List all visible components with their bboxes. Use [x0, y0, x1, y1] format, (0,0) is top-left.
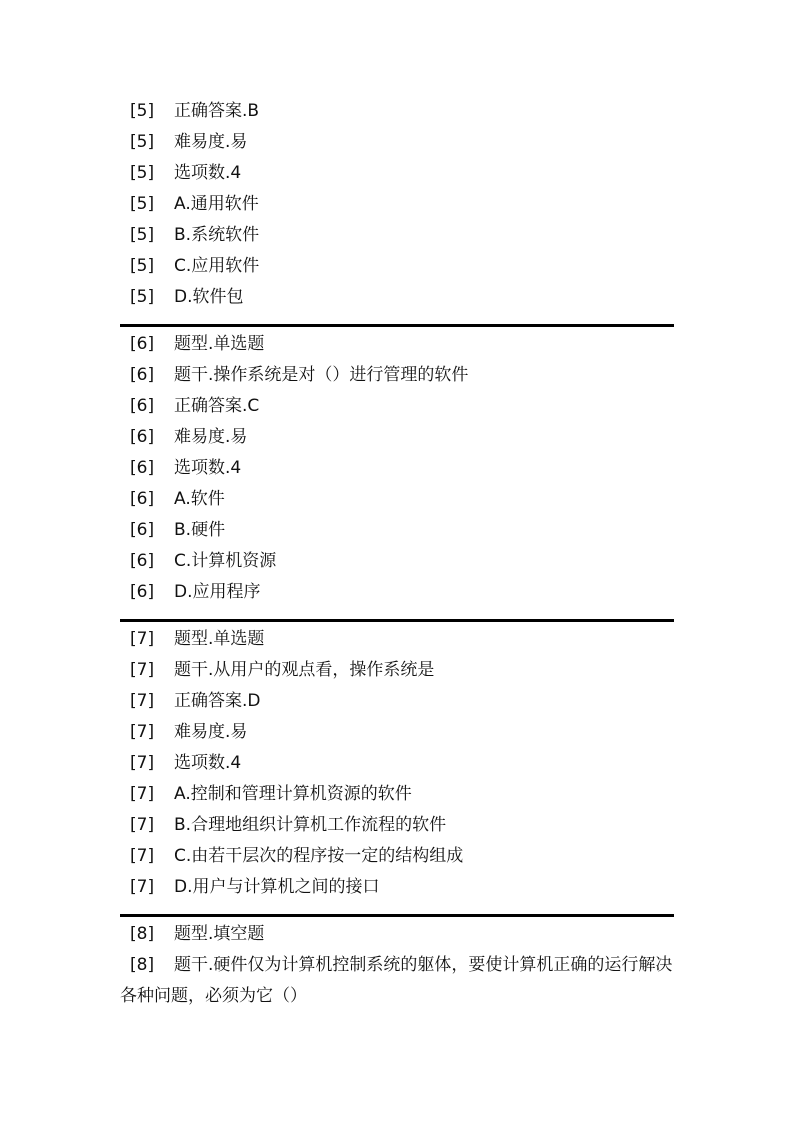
question-field-row	[120, 779, 674, 810]
question-field-row	[120, 189, 674, 220]
question-field-row	[120, 96, 674, 127]
question-field-text: D.应用程序	[174, 582, 261, 602]
question-block	[120, 329, 674, 608]
question-field-text: B.系统软件	[174, 225, 260, 245]
question-number: [6]	[130, 520, 155, 540]
question-number: [5]	[130, 194, 155, 214]
question-field-text: C.由若干层次的程序按一定的结构组成	[174, 846, 464, 866]
question-field-text: A.软件	[174, 489, 225, 509]
question-field-text: D.软件包	[174, 287, 244, 307]
question-number: [6]	[130, 551, 155, 571]
question-field-text: A.通用软件	[174, 194, 259, 214]
question-field-row	[120, 158, 674, 189]
question-field-row	[120, 748, 674, 779]
question-field-text: B.硬件	[174, 520, 226, 540]
question-number: [7]	[130, 815, 155, 835]
question-number: [7]	[130, 877, 155, 897]
question-field-row	[120, 360, 674, 391]
question-field-text: 选项数.4	[174, 458, 242, 478]
question-field-row	[120, 717, 674, 748]
question-field-row	[120, 872, 674, 903]
question-field-text: 选项数.4	[174, 753, 242, 773]
question-field-text: 题型.填空题	[174, 924, 265, 944]
question-number: [8]	[130, 924, 155, 944]
question-number: [5]	[130, 163, 155, 183]
question-field-text: 难易度.易	[174, 132, 248, 152]
question-field-row	[120, 127, 674, 158]
question-number: [8]	[130, 955, 155, 975]
question-field-text: 正确答案.C	[174, 396, 260, 416]
question-field-text: 题干.硬件仅为计算机控制系统的躯体，要使计算机正确的运行解决各种问题，必须为它（）	[120, 955, 673, 1006]
question-field-text: 难易度.易	[174, 427, 248, 447]
question-number: [5]	[130, 225, 155, 245]
question-field-text: D.用户与计算机之间的接口	[174, 877, 380, 897]
question-field-row	[120, 251, 674, 282]
question-blocks	[120, 96, 674, 1012]
question-field-row	[120, 655, 674, 686]
question-field-row	[120, 220, 674, 251]
question-field-text: 题干.操作系统是对（）进行管理的软件	[174, 365, 469, 385]
question-field-row	[120, 577, 674, 608]
question-number: [7]	[130, 753, 155, 773]
question-number: [6]	[130, 582, 155, 602]
question-field-row	[120, 484, 674, 515]
question-field-text: C.计算机资源	[174, 551, 277, 571]
question-field-text: 选项数.4	[174, 163, 242, 183]
question-number: [5]	[130, 256, 155, 276]
question-number: [6]	[130, 334, 155, 354]
question-number: [5]	[130, 101, 155, 121]
question-field-row	[120, 282, 674, 313]
question-field-text: 难易度.易	[174, 722, 248, 742]
question-field-row	[120, 329, 674, 360]
section-divider	[120, 324, 674, 327]
question-field-text: 正确答案.B	[174, 101, 260, 121]
question-field-row	[120, 422, 674, 453]
section-divider	[120, 914, 674, 917]
question-field-text: 正确答案.D	[174, 691, 261, 711]
question-block	[120, 919, 674, 1012]
question-number: [7]	[130, 722, 155, 742]
question-field-row	[120, 919, 674, 950]
question-field-text: 题干.从用户的观点看，操作系统是	[174, 660, 435, 680]
question-number: [5]	[130, 287, 155, 307]
question-number: [6]	[130, 458, 155, 478]
question-number: [7]	[130, 629, 155, 649]
section-divider	[120, 619, 674, 622]
question-field-text: 题型.单选题	[174, 629, 265, 649]
question-field-text: B.合理地组织计算机工作流程的软件	[174, 815, 447, 835]
question-number: [6]	[130, 396, 155, 416]
question-field-row	[120, 950, 674, 1012]
question-field-text: A.控制和管理计算机资源的软件	[174, 784, 412, 804]
question-field-row	[120, 686, 674, 717]
question-field-text: 题型.单选题	[174, 334, 265, 354]
question-field-text: C.应用软件	[174, 256, 260, 276]
question-number: [7]	[130, 784, 155, 804]
question-number: [6]	[130, 489, 155, 509]
question-number: [7]	[130, 691, 155, 711]
question-field-row	[120, 624, 674, 655]
question-field-row	[120, 453, 674, 484]
question-block	[120, 624, 674, 903]
question-number: [6]	[130, 365, 155, 385]
question-block	[120, 96, 674, 313]
question-field-row	[120, 391, 674, 422]
question-field-row	[120, 810, 674, 841]
question-number: [7]	[130, 660, 155, 680]
question-number: [6]	[130, 427, 155, 447]
question-field-row	[120, 841, 674, 872]
question-field-row	[120, 515, 674, 546]
question-number: [7]	[130, 846, 155, 866]
question-field-row	[120, 546, 674, 577]
question-number: [5]	[130, 132, 155, 152]
